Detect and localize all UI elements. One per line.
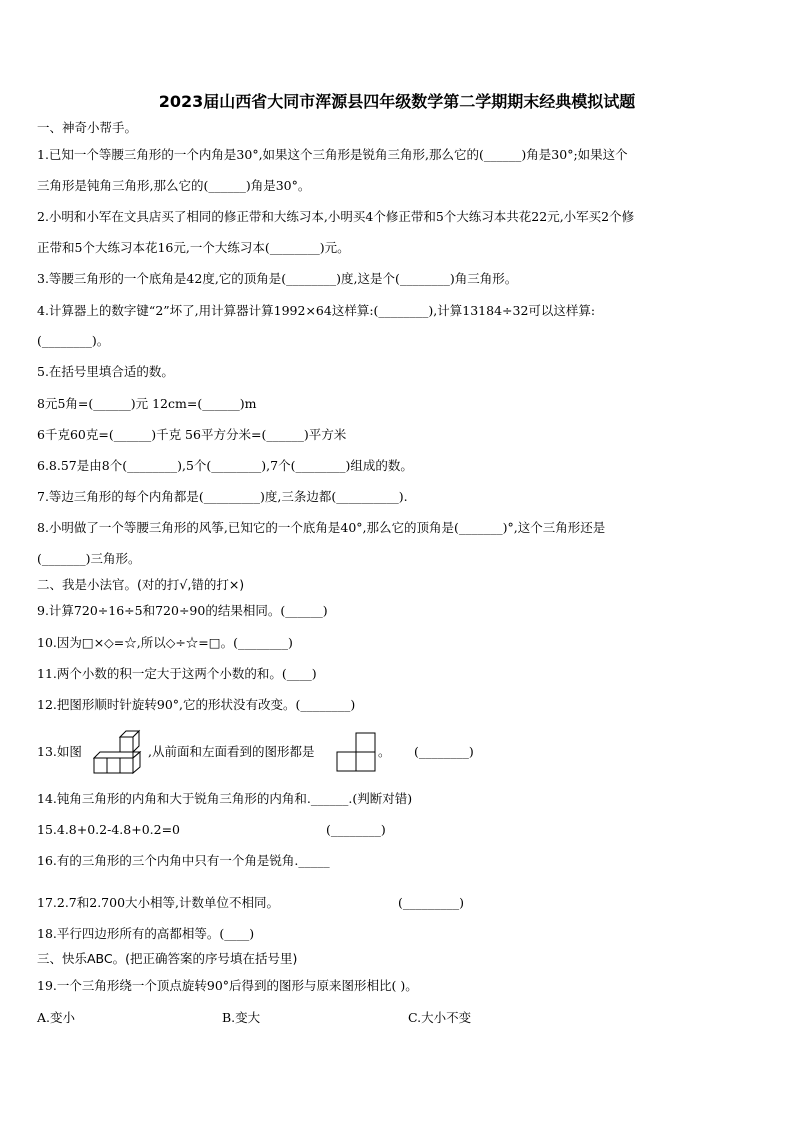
- section-heading-1: 一、神奇小帮手。: [37, 120, 138, 135]
- question-4-line-2: (________)。: [37, 333, 110, 348]
- view-grid-figure: [336, 731, 378, 773]
- question-15: 15.4.8+0.2-4.8+0.2=0: [37, 822, 180, 837]
- question-8-line-2: (_______)三角形。: [37, 551, 141, 566]
- question-9: 9.计算720÷16÷5和720÷90的结果相同。(______): [37, 603, 328, 618]
- section-heading-3: 三、快乐ABC。(把正确答案的序号填在括号里): [37, 951, 298, 966]
- question-5-part-a: 8元5角=(______)元 12cm=(______)m: [37, 396, 257, 411]
- question-18: 18.平行四边形所有的高都相等。(____): [37, 926, 255, 941]
- question-3: 3.等腰三角形的一个底角是42度,它的顶角是(________)度,这是个(________)角三角形。: [37, 271, 518, 286]
- question-17: 17.2.7和2.700大小相等,计数单位不相同。: [37, 895, 280, 910]
- question-4-line-1: 4.计算器上的数字键“2”坏了,用计算器计算1992×64这样算:(________),计算13184÷32可以这样算:: [37, 303, 596, 318]
- cube-stack-figure: [93, 727, 145, 775]
- question-5: 5.在括号里填合适的数。: [37, 364, 174, 379]
- question-1-line-2: 三角形是钝角三角形,那么它的(______)角是30°。: [37, 178, 311, 193]
- question-8-line-1: 8.小明做了一个等腰三角形的风筝,已知它的一个底角是40°,那么它的顶角是(_______)°,这个三角形还是: [37, 520, 606, 535]
- question-17-answer: (_________): [398, 895, 465, 910]
- question-2-line-2: 正带和5个大练习本花16元,一个大练习本(________)元。: [37, 240, 350, 255]
- question-14: 14.钝角三角形的内角和大于锐角三角形的内角和.______.(判断对错): [37, 791, 413, 806]
- question-19: 19.一个三角形绕一个顶点旋转90°后得到的图形与原来图形相比( )。: [37, 978, 418, 993]
- question-19-option-a: A.变小: [37, 1010, 76, 1025]
- page-title: 2023届山西省大同市浑源县四年级数学第二学期期末经典模拟试题: [158, 92, 636, 111]
- question-12: 12.把图形顺时针旋转90°,它的形状没有改变。(________): [37, 697, 356, 712]
- question-13-answer: (________): [414, 744, 474, 759]
- question-19-option-b: B.变大: [222, 1010, 261, 1025]
- question-16: 16.有的三角形的三个内角中只有一个角是锐角._____: [37, 853, 330, 868]
- question-6: 6.8.57是由8个(________),5个(________),7个(________)组成的数。: [37, 458, 413, 473]
- question-2-line-1: 2.小明和小军在文具店买了相同的修正带和大练习本,小明买4个修正带和5个大练习本共花22元,小军买2个修: [37, 209, 635, 224]
- question-1-line-1: 1.已知一个等腰三角形的一个内角是30°,如果这个三角形是锐角三角形,那么它的(______)角是30°;如果这个: [37, 147, 628, 162]
- question-13-period: 。: [378, 744, 391, 759]
- question-13-middle: ,从前面和左面看到的图形都是: [148, 744, 315, 759]
- question-13-prefix: 13.如图: [37, 744, 82, 759]
- question-15-answer: (________): [326, 822, 386, 837]
- question-11: 11.两个小数的积一定大于这两个小数的和。(____): [37, 666, 317, 681]
- question-10: 10.因为□×◇=☆,所以◇÷☆=□。(________): [37, 635, 293, 650]
- question-7: 7.等边三角形的每个内角都是(_________)度,三条边都(__________).: [37, 489, 408, 504]
- question-5-part-b: 6千克60克=(______)千克 56平方分米=(______)平方米: [37, 427, 347, 442]
- section-heading-2: 二、我是小法官。(对的打√,错的打×): [37, 577, 245, 592]
- question-19-option-c: C.大小不变: [408, 1010, 472, 1025]
